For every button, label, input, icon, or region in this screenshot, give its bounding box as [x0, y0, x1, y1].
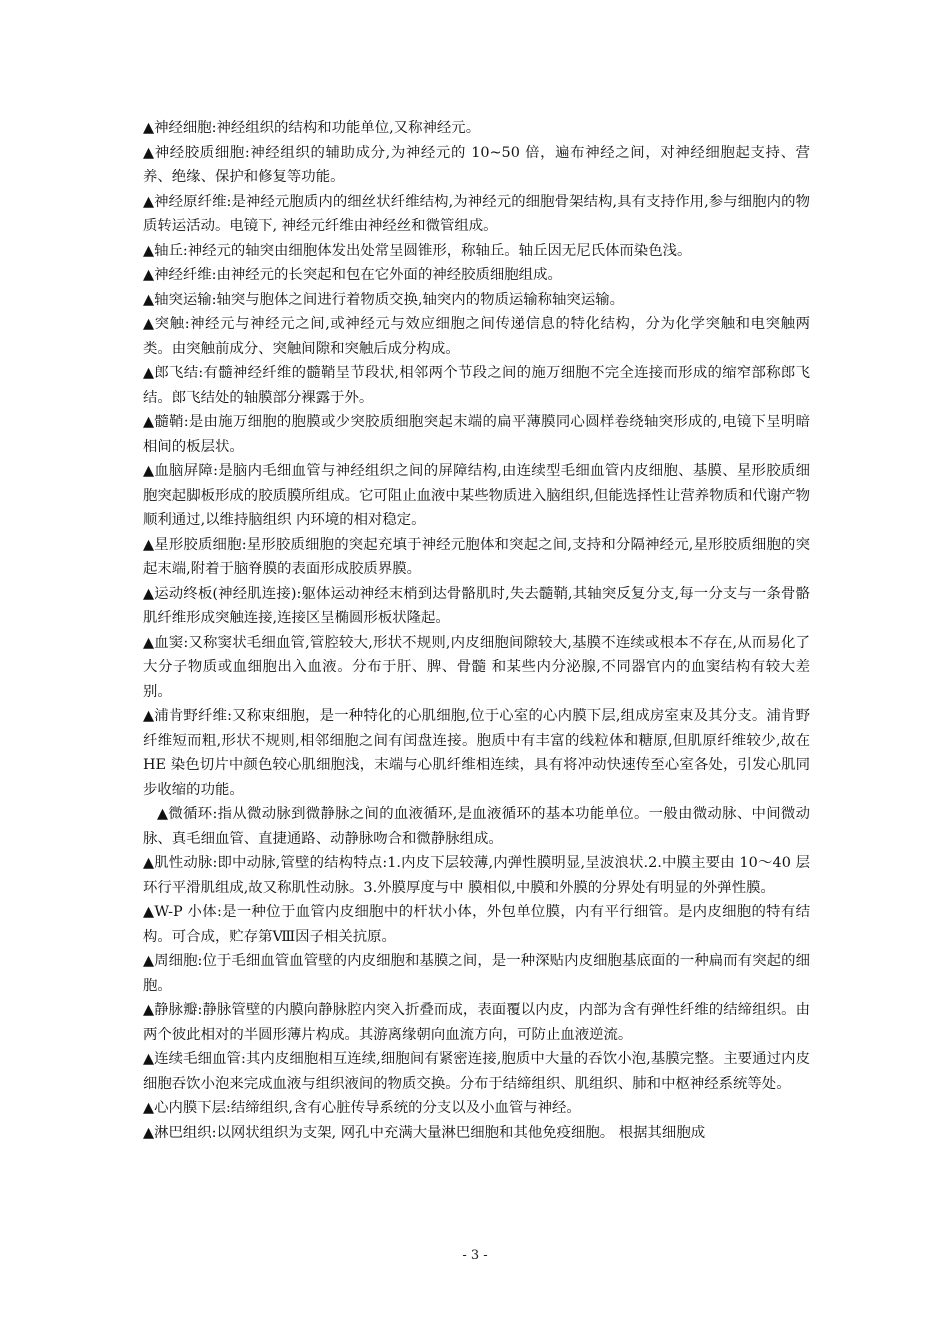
entry-sinusoid: ▲血窦:又称窦状毛细血管,管腔较大,形状不规则,内皮细胞间隙较大,基膜不连续或根本不存在,从而易化了大分子物质或血细胞出入血液。分布于肝、脾、骨髓 和某些内分泌腺,不同器官内的血窦结构有较大差别。: [143, 634, 810, 700]
entry-lymphoid-tissue: ▲淋巴组织:以网状组织为支架, 网孔中充满大量淋巴细胞和其他免疫细胞。 根据其细胞成: [143, 1124, 706, 1141]
glossary-text-body: [143, 116, 810, 1145]
entry-blood-brain-barrier: ▲血脑屏障:是脑内毛细血管与神经组织之间的屏障结构,由连续型毛细血管内皮细胞、基膜、星形胶质细胞突起脚板形成的胶质膜所组成。它可阻止血液中某些物质进入脑组织,但能选择性让营养物质和代谢产物顺利通过,以维持脑组织 内环境的相对稳定。: [143, 463, 810, 528]
entry-axonal-transport: ▲轴突运输:轴突与胞体之间进行着物质交换,轴突内的物质运输称轴突运输。: [143, 291, 624, 308]
entry-neuroglial-cell: ▲神经胶质细胞:神经组织的辅助成分,为神经元的 10~50 倍，遍布神经之间，对神经细胞起支持、营养、绝缘、保护和修复等功能。: [143, 144, 810, 185]
entry-wp-body: ▲W-P 小体:是一种位于血管内皮细胞中的杆状小体，外包单位膜，内有平行细管。是内皮细胞的特有结构。可合成，贮存第Ⅷ因子相关抗原。: [143, 904, 810, 945]
entry-neurofibril: ▲神经原纤维:是神经元胞质内的细丝状纤维结构,为神经元的细胞骨架结构,具有支持作用,参与细胞内的物质转运活动。电镜下, 神经元纤维由神经丝和微管组成。: [143, 193, 810, 234]
entry-microcirculation: ▲微循环:指从微动脉到微静脉之间的血液循环,是血液循环的基本功能单位。一般由微动脉、中间微动脉、真毛细血管、直捷通路、动静脉吻合和微静脉组成。: [143, 806, 810, 847]
entry-astrocyte: ▲星形胶质细胞:星形胶质细胞的突起充填于神经元胞体和突起之间,支持和分隔神经元,星形胶质细胞的突起末端,附着于脑脊膜的表面形成胶质界膜。: [143, 536, 810, 577]
page-number: - 3 -: [462, 1248, 488, 1263]
entry-nerve-fiber: ▲神经纤维:由神经元的长突起和包在它外面的神经胶质细胞组成。: [143, 267, 562, 283]
entry-venous-valve: ▲静脉瓣:静脉管壁的内膜向静脉腔内突入折叠而成，表面覆以内皮，内部为含有弹性纤维的结缔组织。由两个彼此相对的半圆形薄片构成。其游离缘朝向血流方向，可防止血液逆流。: [143, 1002, 810, 1043]
entry-myelin-sheath: ▲髓鞘:是由施万细胞的胞膜或少突胶质细胞突起末端的扁平薄膜同心圆样卷绕轴突形成的,电镜下呈明暗相间的板层状。: [143, 414, 810, 455]
entry-synapse: ▲突触:神经元与神经元之间,或神经元与效应细胞之间传递信息的特化结构，分为化学突触和电突触两类。由突触前成分、突触间隙和突触后成分构成。: [143, 316, 810, 357]
entry-node-of-ranvier: ▲郎飞结:有髓神经纤维的髓鞘呈节段状,相邻两个节段之间的施万细胞不完全连接而形成的缩窄部称郎飞结。郎飞结处的轴膜部分裸露于外。: [143, 365, 810, 406]
entry-nerve-cell: ▲神经细胞:神经组织的结构和功能单位,又称神经元。: [143, 120, 481, 136]
entry-subendocardial-layer: ▲心内膜下层:结缔组织,含有心脏传导系统的分支以及小血管与神经。: [143, 1100, 581, 1116]
entry-muscular-artery: ▲肌性动脉:即中动脉,管壁的结构特点:1.内皮下层较薄,内弹性膜明显,呈波浪状.2.中膜主要由 10～40 层环行平滑肌组成,故又称肌性动脉。3.外膜厚度与中 膜相似,中膜和外膜的分界处有明显的外弹性膜。: [143, 855, 810, 896]
entry-pericyte: ▲周细胞:位于毛细血管血管壁的内皮细胞和基膜之间，是一种深贴内皮细胞基底面的一种扁而有突起的细胞。: [143, 953, 810, 994]
entry-axon-hillock: ▲轴丘:神经元的轴突由细胞体发出处常呈圆锥形，称轴丘。轴丘因无尼氏体而染色浅。: [143, 242, 692, 259]
entry-continuous-capillary: ▲连续毛细血管:其内皮细胞相互连续,细胞间有紧密连接,胞质中大量的吞饮小泡,基膜完整。主要通过内皮细胞吞饮小泡来完成血液与组织液间的物质交换。分布于结缔组织、肌组织、肺和中枢神经系统等处。: [143, 1051, 810, 1092]
entry-motor-end-plate: ▲运动终板(神经肌连接):躯体运动神经末梢到达骨骼肌时,失去髓鞘,其轴突反复分支,每一分支与一条骨骼肌纤维形成突触连接,连接区呈椭圆形板状隆起。: [143, 585, 810, 626]
entry-purkinje-fiber: ▲浦肯野纤维:又称束细胞，是一种特化的心肌细胞,位于心室的心内膜下层,组成房室束及其分支。浦肯野纤维短而粗,形状不规则,相邻细胞之间有闰盘连接。胞质中有丰富的线粒体和糖原,但肌原纤维较少,故在 HE 染色切片中颜色较心肌细胞浅，末端与心肌纤维相连续，具有将冲动快速传至心室各处，引发心肌同步收缩的功能。: [143, 708, 810, 798]
